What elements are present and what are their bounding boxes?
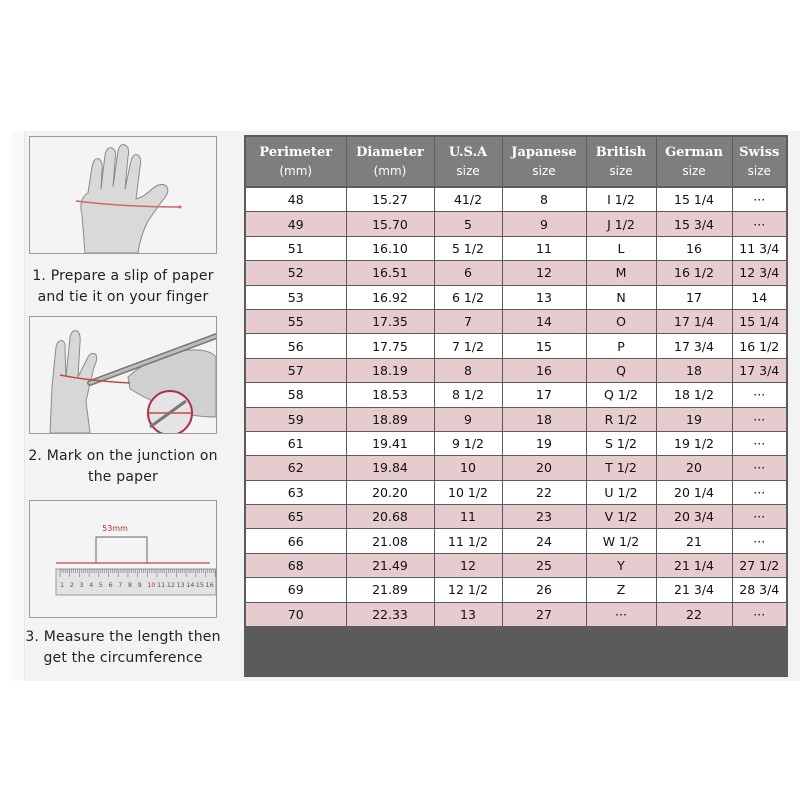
table-cell: 12: [502, 261, 586, 285]
table-cell: 17: [502, 383, 586, 407]
table-cell: 11 1/2: [434, 529, 502, 553]
table-cell: 8: [502, 187, 586, 212]
header-perimeter: [246, 137, 346, 187]
step-1-line-1: 1. Prepare a slip of paper: [32, 268, 214, 284]
table-cell: 17 3/4: [732, 358, 786, 382]
table-cell: 17 3/4: [656, 334, 732, 358]
table-cell: 18: [656, 358, 732, 382]
table-cell: S 1/2: [586, 431, 656, 455]
table-row: [246, 212, 786, 236]
step-2-line-1: 2. Mark on the junction on: [28, 448, 218, 464]
table-cell: 65: [246, 505, 346, 529]
header-subtitle: size: [747, 163, 771, 178]
table-cell: 24: [502, 529, 586, 553]
table-cell: R 1/2: [586, 407, 656, 431]
table-cell: 6 1/2: [434, 285, 502, 309]
table-cell: I 1/2: [586, 187, 656, 212]
step-1-caption: [22, 266, 224, 308]
table-cell: 18.89: [346, 407, 434, 431]
table-cell: ···: [732, 602, 786, 626]
table-cell: J 1/2: [586, 212, 656, 236]
table-cell: 14: [732, 285, 786, 309]
header-subtitle: size: [456, 163, 480, 178]
table-cell: 61: [246, 431, 346, 455]
table-cell: W 1/2: [586, 529, 656, 553]
table-row: [246, 553, 786, 577]
table-cell: 22: [656, 602, 732, 626]
header-subtitle: size: [532, 163, 556, 178]
table-cell: 8: [434, 358, 502, 382]
table-cell: 16: [502, 358, 586, 382]
table-cell: V 1/2: [586, 505, 656, 529]
table-cell: 10: [434, 456, 502, 480]
step-1-line-2: and tie it on your finger: [37, 289, 209, 305]
header-subtitle: size: [682, 163, 706, 178]
table-row: [246, 236, 786, 260]
hand-marking-pen-icon: [30, 317, 216, 433]
table-cell: 15 3/4: [656, 212, 732, 236]
table-cell: 68: [246, 553, 346, 577]
header-usa: [434, 137, 502, 187]
table-cell: 21: [656, 529, 732, 553]
ruler-number: 12: [166, 581, 175, 589]
header-japanese: [502, 137, 586, 187]
table-cell: 25: [502, 553, 586, 577]
step-1-illustration: [29, 136, 217, 254]
table-cell: 16.92: [346, 285, 434, 309]
table-cell: 11: [502, 236, 586, 260]
table-cell: ···: [732, 431, 786, 455]
table-cell: 21.08: [346, 529, 434, 553]
table-cell: 22.33: [346, 602, 434, 626]
table-cell: 49: [246, 212, 346, 236]
header-title: Perimeter: [259, 144, 333, 160]
table-cell: ···: [732, 529, 786, 553]
table-cell: 18.53: [346, 383, 434, 407]
table-cell: ···: [732, 480, 786, 504]
ruler-number: 7: [118, 581, 123, 589]
ruler-number: 6: [108, 581, 113, 589]
table-cell: ···: [732, 212, 786, 236]
ruler-number: 4: [89, 581, 94, 589]
ruler-number: 2: [69, 581, 74, 589]
measure-label: 53mm: [102, 524, 128, 533]
table-cell: 17.35: [346, 309, 434, 333]
table-cell: 16.51: [346, 261, 434, 285]
table-cell: 17 1/4: [656, 309, 732, 333]
header-title: German: [665, 144, 723, 160]
table-cell: T 1/2: [586, 456, 656, 480]
table-cell: 8 1/2: [434, 383, 502, 407]
table-cell: ···: [732, 456, 786, 480]
table-cell: 57: [246, 358, 346, 382]
table-cell: 27: [502, 602, 586, 626]
hand-with-paper-strip-icon: [30, 137, 216, 253]
ring-size-table: [246, 137, 786, 627]
table-cell: 15 1/4: [732, 309, 786, 333]
table-cell: 20: [656, 456, 732, 480]
step-2-line-2: the paper: [88, 469, 158, 485]
header-title: Diameter: [356, 144, 424, 160]
table-cell: M: [586, 261, 656, 285]
table-cell: ···: [732, 187, 786, 212]
ruler-number: 9: [137, 581, 142, 589]
header-title: Japanese: [511, 144, 577, 160]
table-cell: 69: [246, 578, 346, 602]
table-cell: 20.20: [346, 480, 434, 504]
ruler-number: 11: [157, 581, 166, 589]
table-cell: 63: [246, 480, 346, 504]
table-cell: 27 1/2: [732, 553, 786, 577]
table-cell: 28 3/4: [732, 578, 786, 602]
table-cell: Z: [586, 578, 656, 602]
table-cell: 5: [434, 212, 502, 236]
table-cell: 19.41: [346, 431, 434, 455]
header-title: Swiss: [739, 144, 780, 160]
ruler-measure-icon: [30, 501, 216, 617]
table-cell: 16 1/2: [732, 334, 786, 358]
table-row: [246, 578, 786, 602]
table-cell: 15: [502, 334, 586, 358]
ruler-number: 3: [79, 581, 84, 589]
header-german: [656, 137, 732, 187]
table-header-row: [246, 137, 786, 187]
table-cell: 26: [502, 578, 586, 602]
ruler-number: 10: [147, 581, 156, 589]
table-cell: 16.10: [346, 236, 434, 260]
step-3-line-2: get the circumference: [43, 650, 203, 666]
table-cell: 6: [434, 261, 502, 285]
table-cell: 18 1/2: [656, 383, 732, 407]
table-cell: 62: [246, 456, 346, 480]
table-cell: 19.84: [346, 456, 434, 480]
table-cell: 7 1/2: [434, 334, 502, 358]
table-cell: 23: [502, 505, 586, 529]
table-cell: ···: [732, 407, 786, 431]
table-row: [246, 285, 786, 309]
table-row: [246, 383, 786, 407]
table-cell: 20: [502, 456, 586, 480]
ruler-number: 1: [60, 581, 65, 589]
table-row: [246, 334, 786, 358]
table-cell: 10 1/2: [434, 480, 502, 504]
table-cell: 15.70: [346, 212, 434, 236]
table-cell: N: [586, 285, 656, 309]
table-cell: 5 1/2: [434, 236, 502, 260]
table-cell: 18: [502, 407, 586, 431]
table-row: [246, 431, 786, 455]
table-cell: 19: [656, 407, 732, 431]
table-cell: 9: [434, 407, 502, 431]
step-2-illustration: [29, 316, 217, 434]
table-cell: 11: [434, 505, 502, 529]
sheet-edge: [12, 131, 25, 681]
header-subtitle: (mm): [279, 163, 313, 178]
table-cell: 17: [656, 285, 732, 309]
table-cell: 66: [246, 529, 346, 553]
table-cell: 9 1/2: [434, 431, 502, 455]
table-cell: 21.89: [346, 578, 434, 602]
table-cell: 17.75: [346, 334, 434, 358]
table-cell: 51: [246, 236, 346, 260]
header-diameter: [346, 137, 434, 187]
table-row: [246, 407, 786, 431]
header-subtitle: (mm): [373, 163, 407, 178]
table-row: [246, 309, 786, 333]
header-british: [586, 137, 656, 187]
table-cell: 52: [246, 261, 346, 285]
table-cell: 22: [502, 480, 586, 504]
table-cell: 15 1/4: [656, 187, 732, 212]
table-cell: 21.49: [346, 553, 434, 577]
table-cell: 58: [246, 383, 346, 407]
header-title: U.S.A: [448, 144, 488, 160]
table-cell: ···: [732, 505, 786, 529]
step-2-caption: [22, 446, 224, 488]
table-cell: U 1/2: [586, 480, 656, 504]
table-cell: 15.27: [346, 187, 434, 212]
table-cell: 21 3/4: [656, 578, 732, 602]
table-cell: 9: [502, 212, 586, 236]
table-cell: 19: [502, 431, 586, 455]
table-cell: 13: [434, 602, 502, 626]
ruler-number: 15: [195, 581, 205, 589]
table-row: [246, 480, 786, 504]
table-cell: 41/2: [434, 187, 502, 212]
table-cell: 12 3/4: [732, 261, 786, 285]
table-cell: 11 3/4: [732, 236, 786, 260]
table-cell: L: [586, 236, 656, 260]
table-cell: 14: [502, 309, 586, 333]
table-cell: 7: [434, 309, 502, 333]
ruler-number: 8: [127, 581, 133, 589]
table-cell: P: [586, 334, 656, 358]
step-3-line-1: 3. Measure the length then: [25, 629, 221, 645]
table-cell: Q: [586, 358, 656, 382]
table-cell: O: [586, 309, 656, 333]
table-cell: 20 3/4: [656, 505, 732, 529]
ring-size-table-frame: [244, 135, 788, 677]
ruler-number: 13: [176, 581, 185, 589]
table-row: [246, 529, 786, 553]
ruler-number: 5: [98, 581, 103, 589]
table-cell: 55: [246, 309, 346, 333]
step-3-illustration: [29, 500, 217, 618]
table-cell: 20.68: [346, 505, 434, 529]
header-swiss: [732, 137, 786, 187]
table-cell: 70: [246, 602, 346, 626]
ruler-number: 14: [186, 581, 195, 589]
table-cell: 56: [246, 334, 346, 358]
table-cell: Q 1/2: [586, 383, 656, 407]
header-title: British: [595, 144, 647, 160]
table-row: [246, 456, 786, 480]
table-row: [246, 602, 786, 626]
header-subtitle: size: [609, 163, 633, 178]
table-row: [246, 505, 786, 529]
table-cell: Y: [586, 553, 656, 577]
ruler-number: 16: [205, 581, 214, 589]
table-row: [246, 187, 786, 212]
ruler-numbers: [60, 581, 214, 589]
table-cell: 18.19: [346, 358, 434, 382]
table-cell: 12 1/2: [434, 578, 502, 602]
table-row: [246, 358, 786, 382]
table-cell: 16 1/2: [656, 261, 732, 285]
table-cell: 20 1/4: [656, 480, 732, 504]
table-cell: 13: [502, 285, 586, 309]
table-cell: 16: [656, 236, 732, 260]
step-3-caption: [22, 627, 224, 669]
table-cell: 59: [246, 407, 346, 431]
table-row: [246, 261, 786, 285]
table-cell: 19 1/2: [656, 431, 732, 455]
table-body: [246, 187, 786, 627]
table-cell: ···: [732, 383, 786, 407]
table-cell: 21 1/4: [656, 553, 732, 577]
table-cell: 12: [434, 553, 502, 577]
table-cell: ···: [586, 602, 656, 626]
table-cell: 53: [246, 285, 346, 309]
table-cell: 48: [246, 187, 346, 212]
